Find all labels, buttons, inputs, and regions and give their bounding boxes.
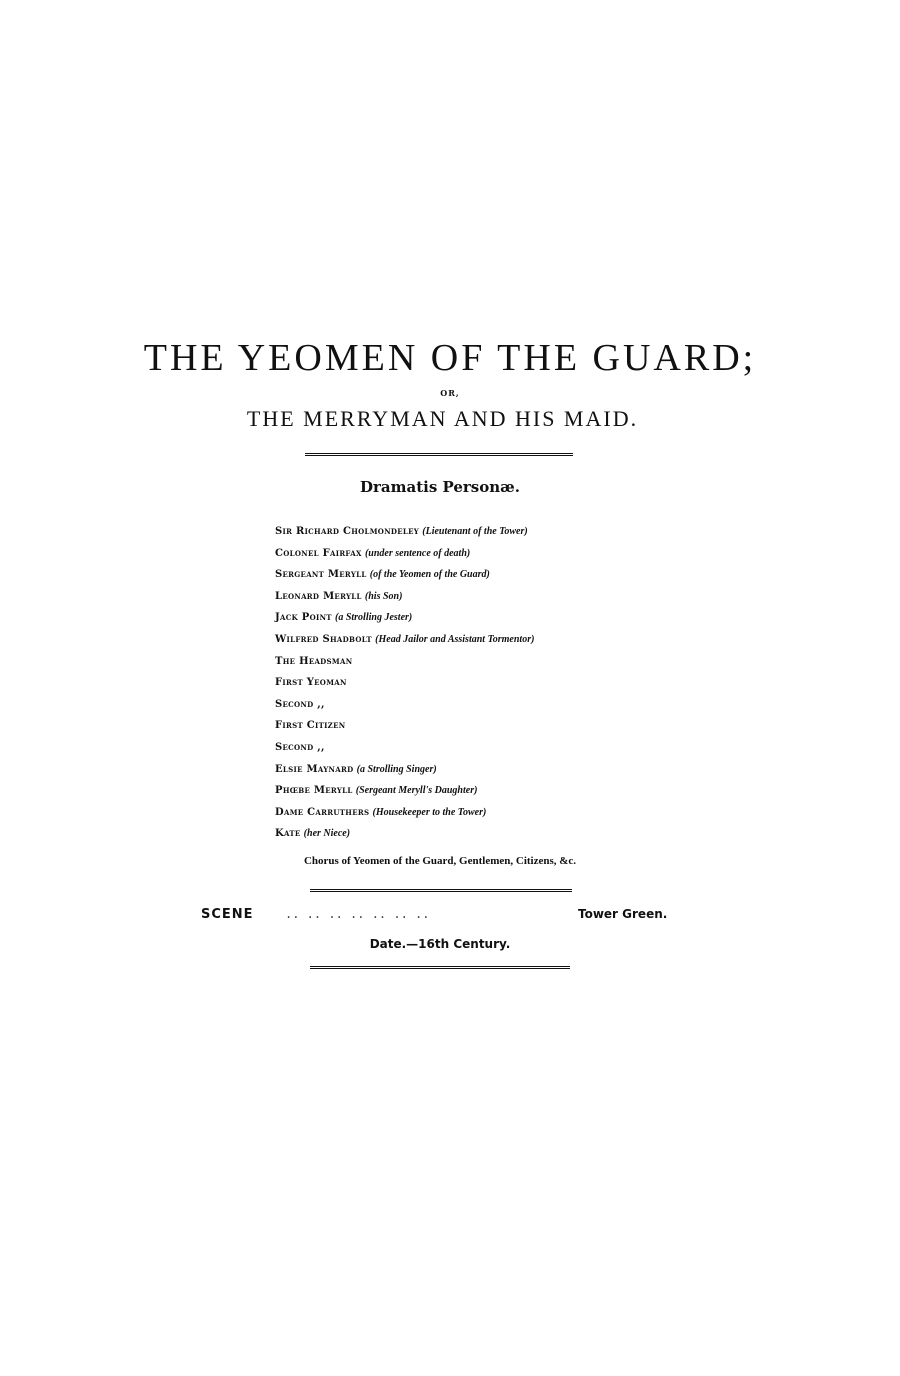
cast-role: The Headsman <box>275 655 353 667</box>
cast-description: (a Strolling Singer) <box>356 763 437 775</box>
cast-item <box>275 651 675 673</box>
cast-item <box>275 780 675 802</box>
cast-item <box>275 521 675 543</box>
cast-description: (Housekeeper to the Tower) <box>372 806 487 818</box>
cast-role: Jack Point <box>275 612 332 624</box>
cast-description: (Lieutenant of the Tower) <box>422 526 528 537</box>
cast-description: (under sentence of death) <box>364 547 471 559</box>
cast-role: Phœbe Meryll <box>275 785 353 797</box>
cast-item <box>275 823 675 845</box>
scene-leader-dots: .. .. .. .. .. .. .. <box>285 907 430 921</box>
cast-role: Sergeant Meryll <box>275 569 367 581</box>
cast-description: (Head Jailor and Assistant Tormentor) <box>375 633 535 645</box>
cast-item <box>275 737 675 759</box>
cast-role: Colonel Fairfax <box>275 547 362 559</box>
cast-item <box>275 759 675 781</box>
cast-list <box>275 521 675 845</box>
cast-description: (his Son) <box>364 590 403 602</box>
cast-role: Second ,, <box>275 741 325 753</box>
cast-description: (Sergeant Meryll's Daughter) <box>355 785 478 797</box>
cast-item <box>275 802 675 824</box>
play-subtitle: THE MERRYMAN AND HIS MAID. <box>246 406 639 431</box>
dramatis-personae-heading: Dramatis Personæ. <box>359 478 521 496</box>
cast-role: Second ,, <box>275 698 325 710</box>
cast-role: First Yeoman <box>275 677 347 689</box>
cast-description: (of the Yeomen of the Guard) <box>369 569 490 581</box>
cast-item <box>275 543 675 565</box>
cast-description: (her Niece) <box>303 828 351 840</box>
cast-role: Wilfred Shadbolt <box>275 633 372 645</box>
cast-role: Leonard Meryll <box>275 590 362 602</box>
scene-label: SCENE <box>201 907 254 922</box>
cast-role: First Citizen <box>275 720 346 732</box>
cast-role: Dame Carruthers <box>275 806 370 818</box>
divider-rule <box>305 453 573 456</box>
divider-rule <box>310 966 570 969</box>
cast-description: (a Strolling Jester) <box>335 612 413 624</box>
or-connector: OR, <box>440 388 460 398</box>
scene-location: Tower Green. <box>578 907 668 921</box>
cast-role: Sir Richard Cholmondeley <box>275 526 420 537</box>
cast-item <box>275 672 675 694</box>
cast-role: Kate <box>275 828 301 840</box>
cast-item <box>275 629 675 651</box>
divider-rule <box>310 889 572 892</box>
cast-item <box>275 564 675 586</box>
cast-item <box>275 607 675 629</box>
play-title: THE YEOMEN OF THE GUARD; <box>143 337 757 379</box>
cast-item <box>275 586 675 608</box>
chorus-line: Chorus of Yeomen of the Guard, Gentlemen, Citizens, &c. <box>303 855 577 867</box>
cast-item <box>275 715 675 737</box>
date-line: Date.—16th Century. <box>369 937 511 951</box>
cast-item <box>275 694 675 716</box>
cast-role: Elsie Maynard <box>275 763 354 775</box>
